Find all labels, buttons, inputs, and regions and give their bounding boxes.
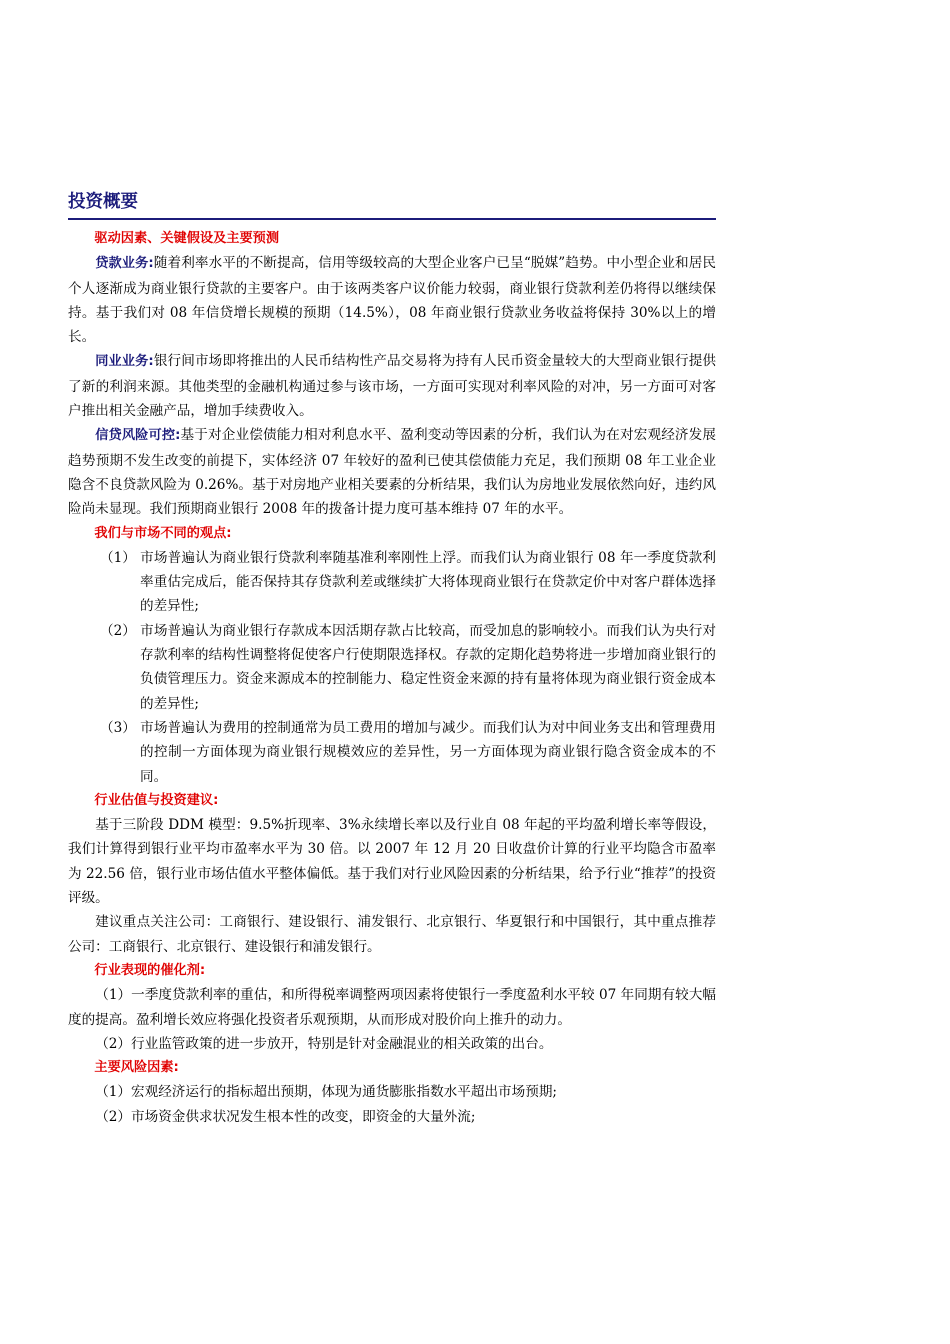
valuation-heading: 行业估值与投资建议: (94, 792, 219, 808)
valuation-paragraph-2: 建议重点关注公司：工商银行、建设银行、浦发银行、北京银行、华夏银行和中国银行，其中重点推荐公司：工商银行、北京银行、建设银行和浦发银行。 (68, 914, 716, 955)
difference-item-number: （1） (100, 549, 136, 566)
difference-item-3 (68, 716, 716, 789)
difference-item-2 (68, 619, 716, 716)
catalyst-item-1: （1）一季度贷款利率的重估，和所得税率调整两项因素将使银行一季度盈利水平较 07 年同期有较大幅度的提高。盈利增长效应将强化投资者乐观预期，从而形成对股价向上推升的动力。 (68, 987, 716, 1028)
report-body (68, 227, 716, 1129)
interbank-paragraph (68, 349, 716, 423)
risk-item-1: （1）宏观经济运行的指标超出预期，体现为通货膨胀指数水平超出市场预期; (95, 1084, 558, 1101)
credit-lead: 信贷风险可控: (95, 428, 181, 444)
difference-item-1 (68, 546, 716, 619)
catalysts-heading: 行业表现的催化剂: (94, 962, 206, 978)
difference-item-number: （3） (100, 719, 136, 736)
interbank-lead: 同业业务: (95, 354, 154, 370)
loan-lead: 贷款业务: (95, 256, 154, 272)
difference-item-text: 市场普遍认为费用的控制通常为员工费用的增加与减少。而我们认为对中间业务支出和管理费用的控制一方面体现为商业银行规模效应的差异性，另一方面体现为商业银行隐含资金成本的不同。 (140, 719, 716, 785)
catalyst-item-2: （2）行业监管政策的进一步放开，特别是针对金融混业的相关政策的出台。 (95, 1035, 553, 1052)
loan-paragraph (68, 251, 716, 349)
difference-item-text: 市场普遍认为商业银行存款成本因活期存款占比较高，而受加息的影响较小。而我们认为央行对存款利率的结构性调整将促使客户行使期限选择权。存款的定期化趋势将进一步增加商业银行的负债管理压力。资金来源成本的控制能力、稳定性资金来源的持有量将体现为商业银行资金成本的差异性; (140, 622, 716, 712)
risks-heading: 主要风险因素: (94, 1060, 179, 1076)
drivers-heading: 驱动因素、关键假设及主要预测 (94, 231, 280, 246)
difference-item-number: （2） (100, 622, 136, 639)
section-title: 投资概要 (68, 188, 716, 220)
interbank-text: 银行间市场即将推出的人民币结构性产品交易将为持有人民币资金量较大的大型商业银行提供了新的利润来源。其他类型的金融机构通过参与该市场，一方面可实现对利率风险的对冲，另一方面可对客户推出相关金融产品，增加手续费收入。 (68, 353, 716, 420)
differences-heading: 我们与市场不同的观点: (94, 525, 232, 541)
credit-paragraph (68, 423, 716, 521)
credit-text: 基于对企业偿债能力相对利息水平、盈利变动等因素的分析，我们认为在对宏观经济发展趋势预期不发生改变的前提下，实体经济 07 年较好的盈利已使其偿债能力充足，我们预期 08 年工业企业隐含不良贷款风险为 0.26%。基于对房地产业相关要素的分析结果，我们认为房地业发展依然向好，违约风险尚未显现。我们预期商业银行 2008 年的拨备计提力度可基本维持 07 年的水平。 (68, 427, 716, 518)
valuation-paragraph-1: 基于三阶段 DDM 模型：9.5%折现率、3%永续增长率以及行业自 08 年起的平均盈利增长率等假设，我们计算得到银行业平均市盈率水平为 30 倍。以 2007 年 12 月 20 日收盘价计算的行业平均隐含市盈率为 22.56 倍，银行业市场估值水平整体偏低。基于我们对行业风险因素的分析结果，给予行业“推荐”的投资评级。 (68, 817, 716, 907)
risk-item-2: （2）市场资金供求状况发生根本性的改变，即资金的大量外流; (95, 1108, 476, 1125)
loan-text: 随着利率水平的不断提高，信用等级较高的大型企业客户已呈“脱媒”趋势。中小型企业和居民个人逐渐成为商业银行贷款的主要客户。由于该两类客户议价能力较弱，商业银行贷款利差仍将得以继续保持。基于我们对 08 年信贷增长规模的预期（14.5%），08 年商业银行贷款业务收益将保持 30%以上的增长。 (68, 255, 716, 346)
difference-item-text: 市场普遍认为商业银行贷款利率随基准利率刚性上浮。而我们认为商业银行 08 年一季度贷款利率重估完成后，能否保持其存贷款利差或继续扩大将体现商业银行在贷款定价中对客户群体选择的差异性; (140, 549, 716, 615)
